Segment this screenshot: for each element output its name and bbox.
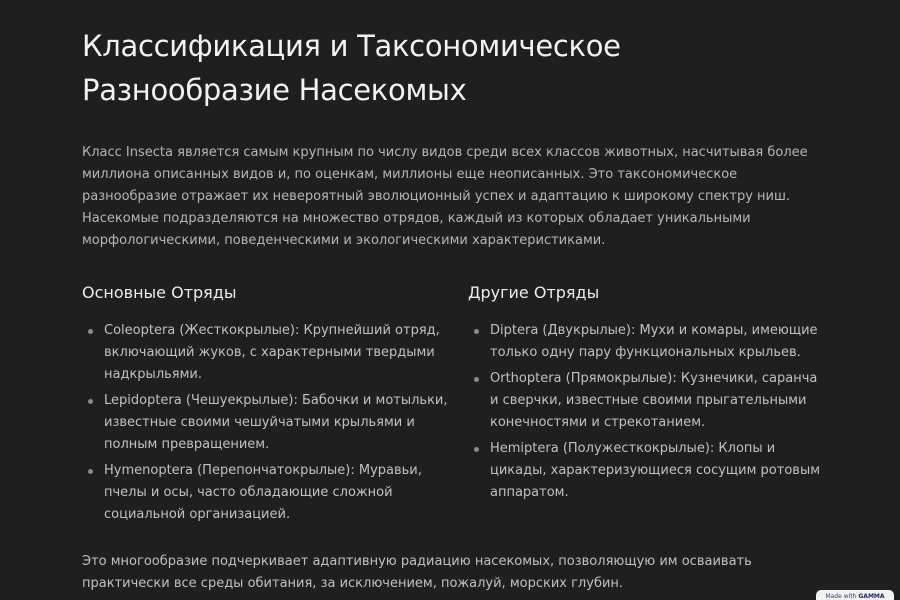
bullet-icon bbox=[88, 329, 93, 334]
bullet-icon bbox=[88, 469, 93, 474]
bullet-icon bbox=[474, 447, 479, 452]
other-orders-list bbox=[468, 320, 822, 504]
list-item-text: Hymenoptera (Перепончатокрылые): Муравьи, пчелы и осы, часто обладающие сложной социальной организацией. bbox=[104, 463, 422, 522]
list-item-text: Orthoptera (Прямокрылые): Кузнечики, саранча и сверчки, известные своими прыгательными конечностями и стрекотанием. bbox=[490, 371, 818, 430]
orders-columns bbox=[82, 282, 822, 530]
main-orders-column bbox=[82, 282, 468, 530]
page-title: Классификация и Таксономическое Разнообразие Насекомых bbox=[82, 29, 621, 107]
main-orders-title: Основные Отряды bbox=[82, 283, 237, 302]
bullet-icon bbox=[474, 377, 479, 382]
list-item bbox=[468, 320, 822, 364]
bullet-icon bbox=[88, 399, 93, 404]
badge-prefix: Made with bbox=[825, 593, 857, 600]
made-with-gamma-badge[interactable] bbox=[816, 590, 894, 600]
list-item bbox=[82, 320, 468, 386]
badge-brand: GAMMA bbox=[858, 593, 885, 600]
list-item bbox=[468, 438, 822, 504]
outro-paragraph: Это многообразие подчеркивает адаптивную радиацию насекомых, позволяющую им осваивать практически все среды обитания, за исключением, пожалуй, морских глубин. bbox=[82, 554, 752, 591]
bullet-icon bbox=[474, 329, 479, 334]
list-item-text: Lepidoptera (Чешуекрылые): Бабочки и мотыльки, известные своими чешуйчатыми крыльями и полным превращением. bbox=[104, 393, 448, 452]
list-item-text: Diptera (Двукрылые): Мухи и комары, имеющие только одну пару функциональных крыльев. bbox=[490, 323, 818, 360]
list-item-text: Coleoptera (Жесткокрылые): Крупнейший отряд, включающий жуков, с характерными твердыми надкрыльями. bbox=[104, 323, 440, 382]
other-orders-column bbox=[468, 282, 822, 530]
list-item bbox=[82, 460, 468, 526]
list-item bbox=[82, 390, 468, 456]
document-content bbox=[82, 24, 822, 595]
other-orders-title: Другие Отряды bbox=[468, 283, 600, 302]
list-item bbox=[468, 368, 822, 434]
main-orders-list bbox=[82, 320, 468, 526]
intro-paragraph: Класс Insecta является самым крупным по числу видов среди всех классов животных, насчитывая более миллиона описанных видов и, по оценкам, миллионы еще неописанных. Это таксономическое разнообразие отражает их невероятный эволюционный успех и адаптацию к широкому спектру ниш. Насекомые подразделяются на множество отрядов, каждый из которых обладает уникальными морфологическими, поведенческими и экологическими характеристиками. bbox=[82, 145, 808, 248]
list-item-text: Hemiptera (Полужесткокрылые): Клопы и цикады, характеризующиеся сосущим ротовым аппаратом. bbox=[490, 441, 821, 500]
